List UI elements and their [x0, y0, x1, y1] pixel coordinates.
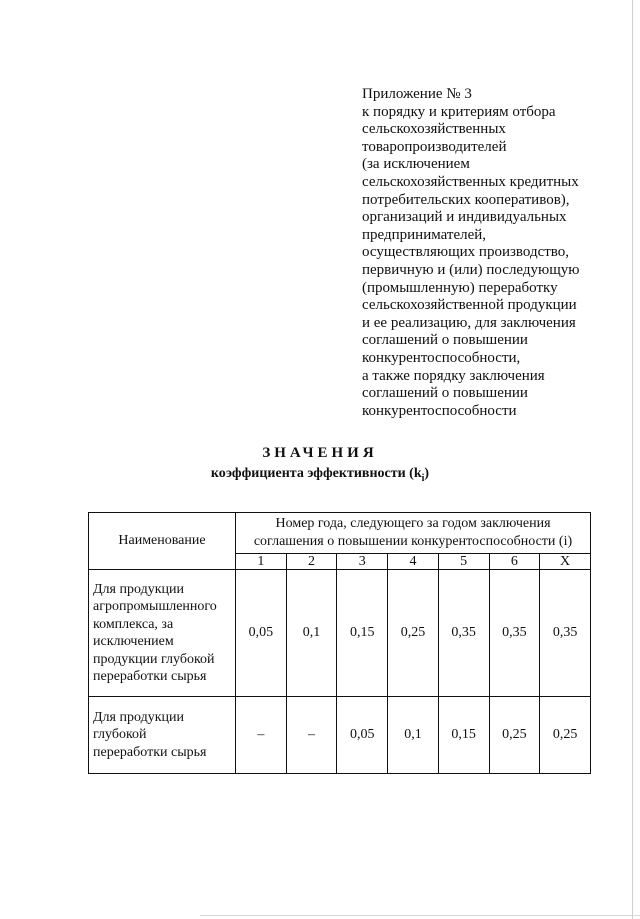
row-name-line: Для продукции [93, 709, 184, 725]
appendix-line: организаций и индивидуальных [362, 209, 567, 226]
year-header-line: Номер года, следующего за годом заключения [275, 516, 551, 531]
appendix-line: первичную и (или) последующую [362, 261, 580, 278]
appendix-line: сельскохозяйственных [362, 121, 506, 138]
heading-title: ЗНАЧЕНИЯ [262, 445, 378, 461]
appendix-line: осуществляющих производство, [362, 244, 570, 261]
column-number: 6 [489, 554, 540, 570]
value-cell: 0,15 [438, 697, 489, 774]
appendix-line: и ее реализацию, для заключения [362, 314, 576, 331]
appendix-line: Приложение № 3 [362, 86, 472, 102]
table-row [89, 697, 591, 774]
value-cell: – [236, 697, 287, 774]
appendix-line: потребительских кооперативов), [362, 191, 570, 208]
value-cell: 0,05 [337, 697, 388, 774]
year-header-line: соглашения о повышении конкурентоспособности (i) [253, 534, 573, 549]
column-number: X [540, 554, 591, 570]
column-number: 3 [337, 554, 388, 570]
row-name-line: переработки сырья [93, 669, 207, 684]
appendix-line: сельскохозяйственных кредитных [362, 173, 579, 190]
appendix-block [362, 86, 624, 420]
column-number: 5 [438, 554, 489, 570]
row-name-line: глубокой [93, 727, 147, 743]
row-name-line: комплекса, за [93, 616, 174, 632]
appendix-line: к порядку и критериям отбора [362, 103, 556, 120]
value-cell: 0,35 [489, 570, 540, 697]
row-name-line: исключением [93, 634, 174, 649]
coefficient-table [88, 512, 591, 774]
heading-subtitle-index: i [421, 472, 425, 484]
appendix-line: конкурентоспособности, [362, 349, 521, 366]
value-cell: 0,35 [540, 570, 591, 697]
row-name-cell [89, 570, 236, 697]
appendix-line: предпринимателей, [362, 226, 487, 243]
value-cell: 0,25 [388, 570, 439, 697]
row-name-line: Для продукции [93, 581, 184, 597]
value-cell: 0,25 [540, 697, 591, 774]
appendix-line: (за исключением [362, 156, 470, 173]
page-bottom-line [200, 915, 640, 916]
column-number: 1 [236, 554, 287, 570]
table-heading [0, 443, 640, 489]
value-cell: 0,15 [337, 570, 388, 697]
table-row [89, 570, 591, 697]
value-cell: 0,35 [438, 570, 489, 697]
appendix-line: соглашений о повышении [362, 332, 528, 349]
value-cell: 0,25 [489, 697, 540, 774]
row-name-line: агропромышленного [93, 599, 217, 614]
appendix-line: (промышленную) переработку [362, 279, 558, 296]
appendix-line: сельскохозяйственной продукции [362, 297, 577, 314]
year-column-header [236, 513, 591, 554]
value-cell: 0,1 [286, 570, 337, 697]
value-cell: – [286, 697, 337, 774]
row-name-line: переработки сырья [93, 744, 207, 760]
appendix-line: товаропроизводителей [362, 138, 507, 155]
heading-subtitle [0, 464, 640, 489]
column-number: 2 [286, 554, 337, 570]
table-header-row [89, 513, 591, 554]
value-cell: 0,05 [236, 570, 287, 697]
appendix-line: а также порядку заключения [362, 367, 545, 384]
row-name-cell [89, 697, 236, 774]
appendix-line: конкурентоспособности [362, 402, 517, 419]
row-name-line: продукции глубокой [93, 651, 215, 667]
heading-subtitle-main: коэффициента эффективности (k [210, 466, 422, 481]
column-number: 4 [388, 554, 439, 570]
name-column-header: Наименование [89, 513, 236, 570]
heading-subtitle-end: ) [424, 466, 430, 481]
value-cell: 0,1 [388, 697, 439, 774]
appendix-line: соглашений о повышении [362, 385, 528, 402]
